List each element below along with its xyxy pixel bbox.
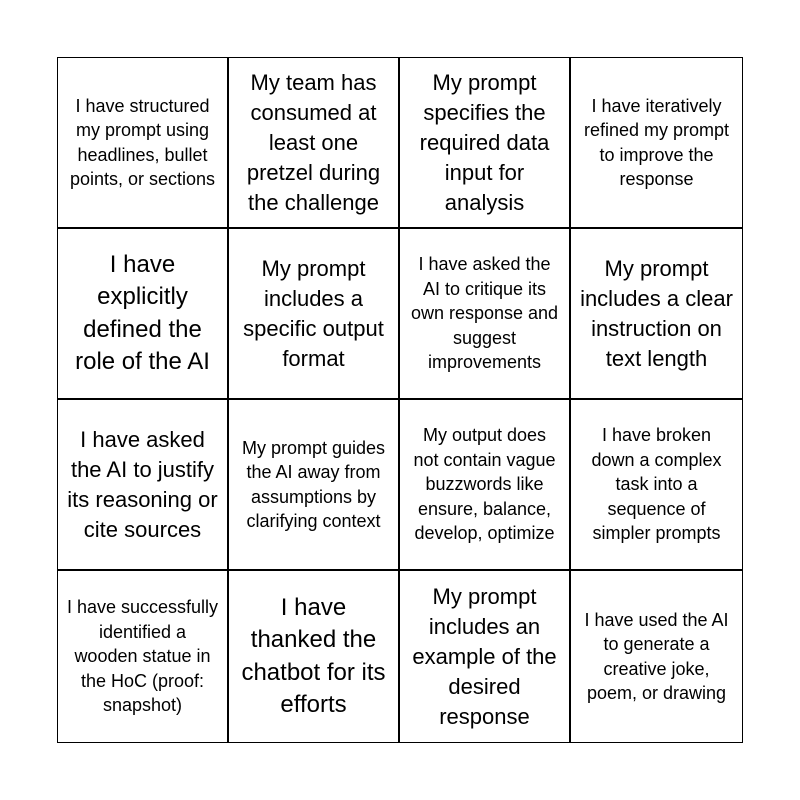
bingo-cell-text: My prompt includes an example of the desired response: [412, 583, 557, 729]
bingo-cell[interactable]: [58, 229, 229, 400]
bingo-cell[interactable]: [400, 400, 571, 571]
bingo-cell-text: I have structured my prompt using headlines, bullet points, or sections: [69, 95, 216, 189]
bingo-cell-text: I have thanked the chatbot for its efforts: [241, 593, 386, 718]
bingo-cell[interactable]: [58, 58, 229, 229]
bingo-card: [57, 57, 743, 743]
bingo-cell[interactable]: [400, 571, 571, 742]
bingo-cell-text: I have iteratively refined my prompt to improve the response: [583, 95, 730, 189]
bingo-cell[interactable]: [58, 571, 229, 742]
bingo-cell-text: My prompt specifies the required data input for analysis: [419, 69, 550, 215]
bingo-cell[interactable]: [229, 58, 400, 229]
bingo-cell-text: My prompt includes a specific output format: [243, 255, 384, 371]
bingo-cell-text: I have asked the AI to critique its own response and suggest improvements: [410, 254, 559, 373]
bingo-cell[interactable]: [571, 229, 742, 400]
bingo-cell[interactable]: [229, 571, 400, 742]
bingo-cell-text: I have asked the AI to justify its reasoning or cite sources: [67, 426, 218, 542]
bingo-cell-text: I have successfully identified a wooden statue in the HoC (proof: snapshot): [66, 597, 219, 716]
bingo-cell[interactable]: [571, 400, 742, 571]
bingo-cell[interactable]: [400, 58, 571, 229]
bingo-cell-text: My output does not contain vague buzzwords like ensure, balance, develop, optimize: [413, 425, 556, 544]
bingo-cell[interactable]: [229, 229, 400, 400]
bingo-cell[interactable]: [571, 571, 742, 742]
bingo-cell-text: My prompt includes a clear instruction on text length: [580, 255, 733, 371]
bingo-cell[interactable]: [58, 400, 229, 571]
bingo-cell-text: My prompt guides the AI away from assumptions by clarifying context: [241, 437, 386, 531]
bingo-cell-text: I have broken down a complex task into a sequence of simpler prompts: [591, 425, 722, 544]
bingo-cell-text: I have used the AI to generate a creative joke, poem, or drawing: [584, 609, 729, 703]
bingo-cell[interactable]: [229, 400, 400, 571]
bingo-cell-text: My team has consumed at least one pretzel during the challenge: [246, 69, 381, 215]
bingo-cell-text: I have explicitly defined the role of the AI: [75, 250, 210, 375]
bingo-cell[interactable]: [400, 229, 571, 400]
bingo-cell[interactable]: [571, 58, 742, 229]
